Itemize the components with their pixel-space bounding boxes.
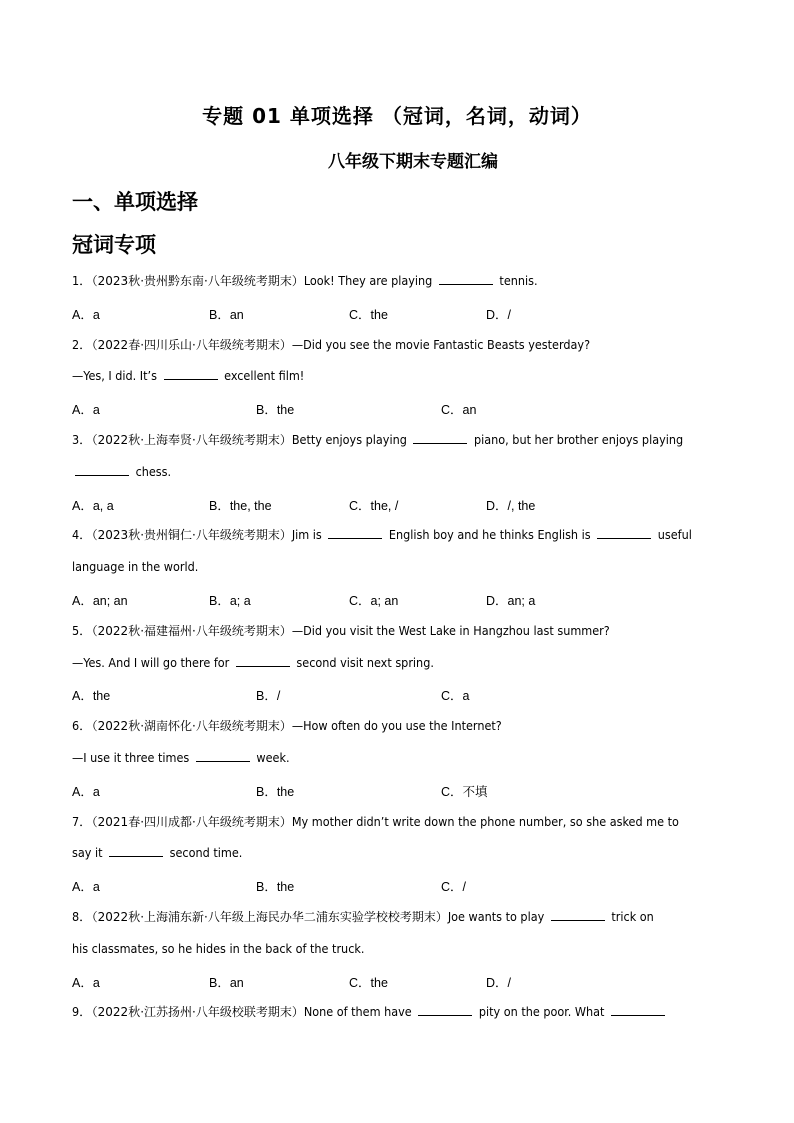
question-text: useful: [654, 527, 692, 543]
answer-blank: [109, 845, 163, 857]
answer-option[interactable]: A．a: [72, 975, 100, 990]
question-stem: [72, 909, 732, 925]
question-text: English boy and he thinks English is: [385, 527, 595, 543]
question-text: Look! They are playing: [303, 273, 436, 288]
answer-blank: [439, 273, 493, 285]
answer-option[interactable]: B．the: [256, 784, 295, 799]
answer-option[interactable]: B．the, the: [209, 498, 272, 513]
answer-option[interactable]: A．the: [72, 689, 111, 704]
question-stem: [72, 814, 732, 830]
answer-blank: [413, 432, 467, 444]
question-number: 7．: [72, 813, 92, 829]
question-text: —Yes. And I will go there for: [72, 654, 233, 670]
question-stem: [72, 527, 732, 543]
question-text: pity on the poor. What: [475, 1004, 608, 1020]
question-number: 4．: [72, 527, 92, 543]
question-source: （2023秋·贵州黔东南·八年级统考期末）: [91, 274, 304, 288]
answer-option[interactable]: C．不填: [441, 784, 488, 799]
question-line: [72, 464, 732, 480]
page-title: 专题 01 单项选择 （冠词，名词，动词）: [202, 104, 592, 128]
question-source: （2022秋·江苏扬州·八年级校联考期末）: [91, 1005, 304, 1020]
page-subtitle: 八年级下期末专题汇编: [328, 152, 498, 172]
question-stem: [72, 432, 732, 448]
question-number: 9．: [72, 1004, 92, 1020]
question-stem: [72, 718, 732, 734]
question-source: （2022秋·上海奉贤·八年级统考期末）: [91, 433, 292, 447]
answer-option[interactable]: B．/: [256, 689, 281, 704]
question-text: —I use it three times: [72, 750, 193, 765]
answer-option[interactable]: C．a; an: [349, 594, 399, 608]
answer-option[interactable]: B．the: [256, 403, 295, 418]
answer-option[interactable]: D．/, the: [486, 498, 536, 513]
question-text: Betty enjoys playing: [291, 432, 411, 447]
answer-options: [72, 496, 732, 512]
question-source: （2023秋·贵州铜仁·八年级统考期末）: [91, 528, 292, 543]
answer-blank: [196, 750, 250, 762]
question-line: [72, 655, 732, 671]
question-number: 3．: [72, 432, 92, 447]
question-text: Jim is: [291, 527, 326, 543]
question-text: piano, but her brother enjoys playing: [470, 432, 684, 447]
subsection-heading: 冠词专项: [72, 233, 156, 257]
answer-blank: [75, 464, 129, 476]
question-source: （2022秋·福建福州·八年级统考期末）: [91, 623, 292, 638]
question-text: say it: [72, 845, 107, 861]
answer-option[interactable]: A．a, a: [72, 498, 114, 513]
answer-blank: [551, 909, 605, 921]
question-text: language in the world.: [72, 559, 199, 575]
question-line: [72, 845, 732, 861]
answer-blank: [236, 655, 290, 667]
question-line: [72, 368, 732, 384]
answer-option[interactable]: A．an; an: [72, 594, 128, 608]
question-line: [72, 750, 732, 766]
question-text: second visit next spring.: [292, 654, 434, 670]
answer-options: [72, 400, 732, 416]
question-text: tennis.: [495, 273, 538, 288]
answer-option[interactable]: C．the: [349, 975, 388, 990]
answer-option[interactable]: A．a: [72, 403, 100, 418]
answer-option[interactable]: B．a; a: [209, 594, 251, 608]
answer-blank: [611, 1004, 665, 1016]
question-number: 8．: [72, 909, 92, 924]
question-line: [72, 941, 732, 957]
answer-option[interactable]: C．the: [349, 307, 388, 322]
question-number: 2．: [72, 336, 92, 352]
question-source: （2021春·四川成都·八年级统考期末）: [91, 814, 292, 829]
answer-blank: [164, 368, 218, 380]
answer-option[interactable]: C．a: [441, 689, 470, 704]
question-text: his classmates, so he hides in the back of the truck.: [72, 940, 365, 956]
question-text: week.: [252, 750, 290, 765]
question-text: —Did you visit the West Lake in Hangzhou last summer?: [291, 622, 610, 638]
answer-option[interactable]: D．/: [486, 975, 512, 990]
answer-option[interactable]: D．an; a: [486, 594, 536, 608]
question-stem: [72, 273, 732, 289]
answer-option[interactable]: D．/: [486, 307, 512, 322]
answer-options: [72, 591, 732, 607]
question-text: —Yes, I did. It’s: [72, 368, 161, 384]
answer-option[interactable]: A．a: [72, 784, 100, 799]
question-source: （2022春·四川乐山·八年级统考期末）: [91, 337, 292, 352]
answer-option[interactable]: B．an: [209, 975, 244, 990]
question-number: 5．: [72, 622, 92, 638]
answer-blank: [418, 1004, 472, 1016]
answer-blank: [328, 527, 382, 539]
question-text: None of them have: [303, 1004, 416, 1020]
question-text: Joe wants to play: [447, 909, 548, 924]
question-text: —How often do you use the Internet?: [291, 718, 502, 734]
question-line: [72, 559, 732, 575]
answer-option[interactable]: C．/: [441, 880, 467, 895]
question-stem: [72, 623, 732, 639]
answer-option[interactable]: A．a: [72, 880, 100, 895]
question-text: My mother didn’t write down the phone number, so she asked me to: [291, 813, 679, 829]
answer-option[interactable]: C．the, /: [349, 498, 399, 513]
answer-blank: [597, 527, 651, 539]
question-text: chess.: [132, 463, 172, 479]
answer-options: [72, 305, 732, 321]
question-text: —Did you see the movie Fantastic Beasts yesterday?: [291, 336, 591, 352]
question-text: excellent film!: [220, 368, 305, 384]
answer-option[interactable]: B．the: [256, 880, 295, 895]
question-stem: [72, 1004, 732, 1020]
question-number: 6．: [72, 718, 92, 734]
answer-option[interactable]: C．an: [441, 403, 477, 418]
section-heading: 一、单项选择: [72, 190, 198, 214]
answer-options: [72, 782, 732, 798]
question-number: 1．: [72, 273, 92, 288]
answer-option[interactable]: A．a: [72, 307, 100, 322]
question-text: second time.: [166, 845, 243, 861]
question-stem: [72, 337, 732, 353]
answer-option[interactable]: B．an: [209, 307, 244, 322]
question-source: （2022秋·湖南怀化·八年级统考期末）: [91, 719, 292, 734]
question-text: trick on: [607, 909, 654, 924]
answer-options: [72, 686, 732, 702]
answer-options: [72, 973, 732, 989]
question-source: （2022秋·上海浦东新·八年级上海民办华二浦东实验学校校考期末）: [91, 910, 448, 924]
answer-options: [72, 877, 732, 893]
